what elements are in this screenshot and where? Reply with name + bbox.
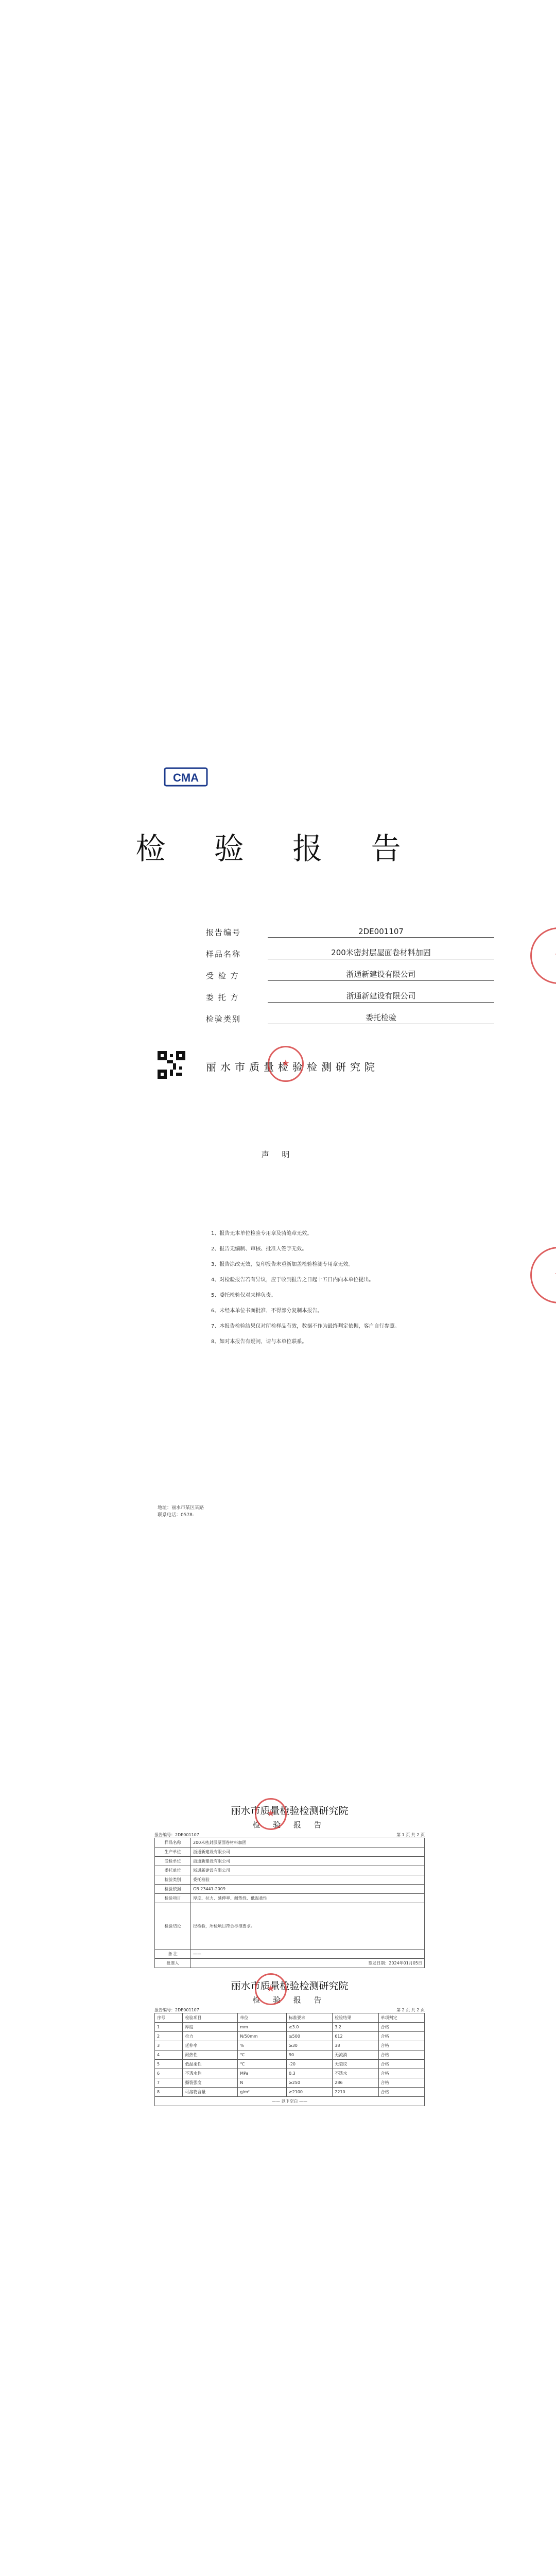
table-row: 委托单位 浙通新建设有限公司 <box>155 1866 425 1875</box>
table-row: 备 注 —— <box>155 1950 425 1959</box>
table-row: 2 拉力 N/50mm ≥500 612 合格 <box>155 2032 425 2041</box>
table-row: 受检单位 浙通新建设有限公司 <box>155 1857 425 1866</box>
cma-logo <box>164 765 208 794</box>
statement-item: 7、本报告检验结果仅对所检样品有效，数据不作为最终判定依据，客户自行参照。 <box>211 1324 400 1329</box>
table-row: 8 可溶物含量 g/m² ≥2100 2210 合格 <box>155 2088 425 2097</box>
report-page-2 <box>154 1978 425 2106</box>
field-value: 浙通新建设有限公司 <box>268 969 494 981</box>
statement-item: 4、对检验报告若有异议，应于收到报告之日起十五日内向本单位提出。 <box>211 1277 374 1283</box>
field-label: 委 托 方 <box>206 993 239 1002</box>
page-number: 第 1 页 共 2 页 <box>396 1833 425 1837</box>
table-row: 生产单位 浙通新建设有限公司 <box>155 1848 425 1857</box>
field-inspection-type <box>206 1009 494 1024</box>
table-row: 检验结论 经检验，所检项目符合标准要求。 <box>155 1903 425 1950</box>
table-header-row: 序号 检验项目 单位 标准要求 检验结果 单项判定 <box>155 2013 425 2023</box>
table-row: 5 低温柔性 ℃ -20 无裂纹 合格 <box>155 2060 425 2069</box>
field-inspected-party <box>206 965 494 981</box>
field-client <box>206 987 494 1003</box>
statement-item: 3、报告涂改无效，复印报告未重新加盖检验检测专用章无效。 <box>211 1262 354 1267</box>
table-row: 7 撕裂强度 N ≥250 286 合格 <box>155 2078 425 2088</box>
field-value: 委托检验 <box>268 1012 494 1024</box>
table-row: 检验项目 厚度、拉力、延伸率、耐热性、低温柔性 <box>155 1894 425 1903</box>
table-row: 4 耐热性 ℃ 90 无流淌 合格 <box>155 2050 425 2060</box>
field-value: 200米密封层屋面卷材料加固 <box>268 947 494 959</box>
cover-page <box>0 757 556 1118</box>
statement-title: 声 明 <box>261 1150 295 1159</box>
contact-phone: 联系电话：0578- <box>158 1513 195 1518</box>
report-title: 检 验 报 告 <box>135 831 421 866</box>
statement-item: 8、如对本报告有疑问，请与本单位联系。 <box>211 1339 307 1345</box>
statement-item: 5、委托检验仅对来样负责。 <box>211 1293 276 1298</box>
field-label: 检验类别 <box>206 1014 241 1024</box>
field-value: 浙通新建设有限公司 <box>268 990 494 1003</box>
statement-item: 6、未经本单位书面批准，不得部分复制本报告。 <box>211 1308 323 1314</box>
official-seal <box>255 1798 287 1830</box>
report-subtitle: 检 验 报 告 <box>252 1995 327 2005</box>
statement-list <box>211 1229 530 1352</box>
page-number: 第 2 页 共 2 页 <box>396 2008 425 2012</box>
table-row: 检验依据 GB 23441-2009 <box>155 1885 425 1894</box>
table-row: 6 不透水性 MPa 0.3 不透水 合格 <box>155 2069 425 2078</box>
report-number: 报告编号：2DE001107 <box>154 2008 199 2012</box>
report-meta <box>154 2007 425 2013</box>
table-row: 检验类别 委托检验 <box>155 1875 425 1885</box>
contact-block <box>158 1504 204 1519</box>
results-table <box>154 2013 425 2106</box>
statement-page <box>0 1123 556 1518</box>
table-row: 1 厚度 mm ≥3.0 3.2 合格 <box>155 2023 425 2032</box>
field-label: 受 检 方 <box>206 971 239 980</box>
report-page-1 <box>154 1803 425 1968</box>
report-institute: 丽水市质量检验检测研究院 <box>231 1980 349 1992</box>
field-report-number <box>206 922 494 938</box>
report-institute: 丽水市质量检验检测研究院 <box>231 1805 349 1817</box>
table-footer-row: —— 以下空白 —— <box>155 2097 425 2106</box>
report-subtitle: 检 验 报 告 <box>252 1820 327 1829</box>
report-meta <box>154 1832 425 1838</box>
contact-address: 地址：丽水市某区某路 <box>158 1505 204 1511</box>
qr-code <box>158 1051 185 1079</box>
statement-item: 1、报告无本单位检验专用章及骑缝章无效。 <box>211 1231 312 1236</box>
table-row: 3 延伸率 % ≥30 38 合格 <box>155 2041 425 2050</box>
official-seal <box>255 1973 287 2005</box>
table-row: 样品名称 200米密封层屋面卷材料加固 <box>155 1838 425 1848</box>
report-table <box>154 1838 425 1968</box>
field-value: 2DE001107 <box>268 927 494 938</box>
table-row: 批准人 签发日期：2024年01月05日 <box>155 1959 425 1968</box>
field-label: 报告编号 <box>206 928 241 937</box>
official-seal <box>268 1046 304 1082</box>
field-sample-name <box>206 944 494 959</box>
field-label: 样品名称 <box>206 950 241 959</box>
report-number: 报告编号：2DE001107 <box>154 1833 199 1837</box>
edge-seal <box>530 1247 556 1303</box>
edge-seal <box>530 927 556 984</box>
cma-text: CMA <box>172 771 199 784</box>
institute-name: 丽水市质量检验检测研究院 <box>206 1061 379 1073</box>
statement-item: 2、报告无编制、审核、批准人签字无效。 <box>211 1246 307 1252</box>
